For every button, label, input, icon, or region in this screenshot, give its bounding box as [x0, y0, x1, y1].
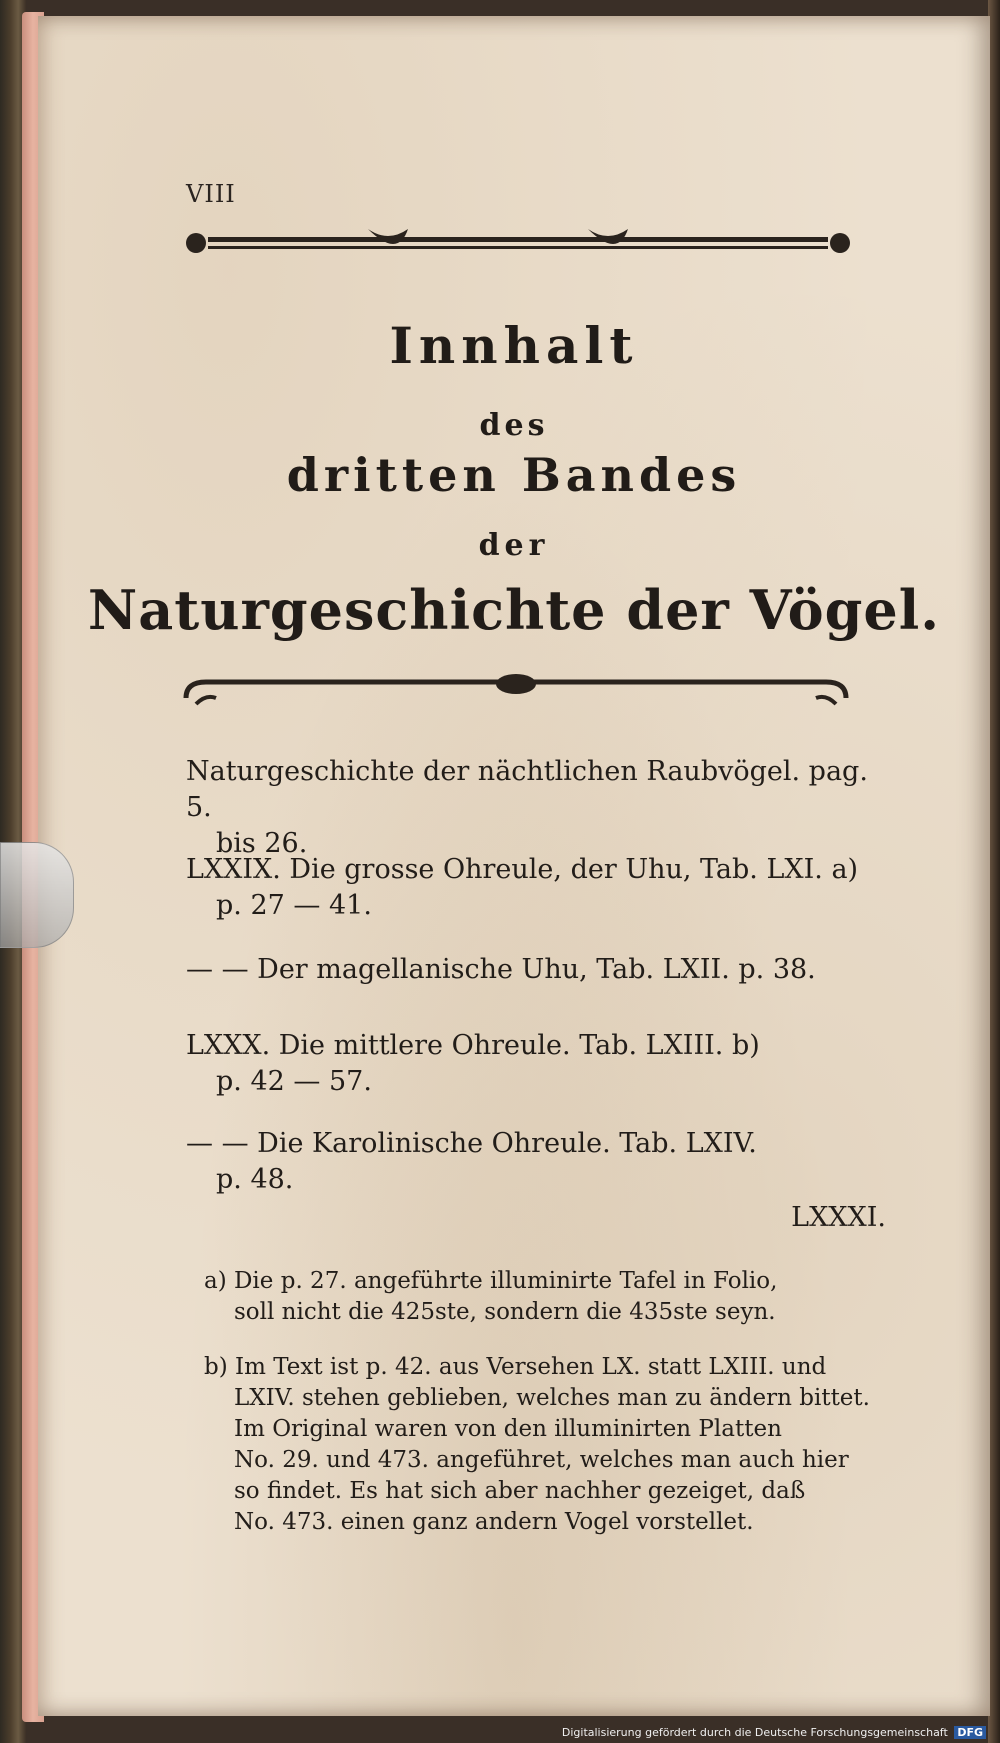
title-des: des — [479, 408, 549, 443]
footnote-a — [204, 1266, 894, 1328]
note-continuation: Im Original waren von den illuminirten Platten — [234, 1416, 782, 1442]
middle-ornament — [166, 668, 866, 716]
entry-continuation: bis 26. — [216, 828, 308, 859]
note-continuation: No. 29. und 473. angeführet, welches man auch hier — [234, 1447, 849, 1473]
title-innhalt: Innhalt — [389, 316, 639, 375]
entry-continuation: p. 48. — [216, 1164, 294, 1195]
digitization-footer — [562, 1726, 986, 1739]
title-dritten-bandes: dritten Bandes — [286, 448, 742, 502]
note-continuation: No. 473. einen ganz andern Vogel vorstellet. — [234, 1509, 754, 1535]
note-text: a) Die p. 27. angeführte illuminirte Tafel in Folio, — [204, 1268, 778, 1294]
book-page — [38, 16, 990, 1716]
entry-text: LXXIX. Die grosse Ohreule, der Uhu, Tab. LXI. a) — [186, 854, 859, 885]
page-clip — [0, 842, 74, 948]
entry-continuation: p. 42 — 57. — [216, 1066, 372, 1097]
entry-text: — — Der magellanische Uhu, Tab. LXII. p. 38. — [186, 954, 816, 985]
entry-continuation: p. 27 — 41. — [216, 890, 372, 921]
entry-text: — — Die Karolinische Ohreule. Tab. LXIV. — [186, 1128, 757, 1159]
title-naturgeschichte: Naturgeschichte der Vögel. — [87, 578, 941, 642]
note-continuation: LXIV. stehen geblieben, welches man zu ändern bittet. — [234, 1385, 870, 1411]
entry-raubvoegel — [186, 754, 886, 862]
page-number: VIII — [186, 180, 236, 208]
entry-magellanische-uhu — [186, 952, 886, 988]
footer-text: Digitalisierung gefördert durch die Deutsche Forschungsgemeinschaft — [561, 1726, 948, 1739]
dfg-logo: DFG — [954, 1726, 986, 1739]
title-der: der — [478, 528, 550, 563]
entry-text: Naturgeschichte der nächtlichen Raubvögel. pag. 5. — [186, 756, 868, 823]
note-continuation: soll nicht die 425ste, sondern die 435ste seyn. — [234, 1299, 776, 1325]
entry-text: LXXX. Die mittlere Ohreule. Tab. LXIII. b) — [186, 1030, 760, 1061]
entry-lxxix — [186, 852, 886, 924]
note-text: b) Im Text ist p. 42. aus Versehen LX. statt LXIII. und — [204, 1354, 827, 1380]
catchword: LXXXI. — [791, 1202, 886, 1233]
entry-lxxx — [186, 1028, 886, 1100]
footnote-b — [204, 1352, 894, 1538]
top-ornament — [168, 221, 868, 265]
entry-karolinische-ohreule — [186, 1126, 886, 1198]
note-continuation: so findet. Es hat sich aber nachher gezeiget, daß — [234, 1478, 806, 1504]
